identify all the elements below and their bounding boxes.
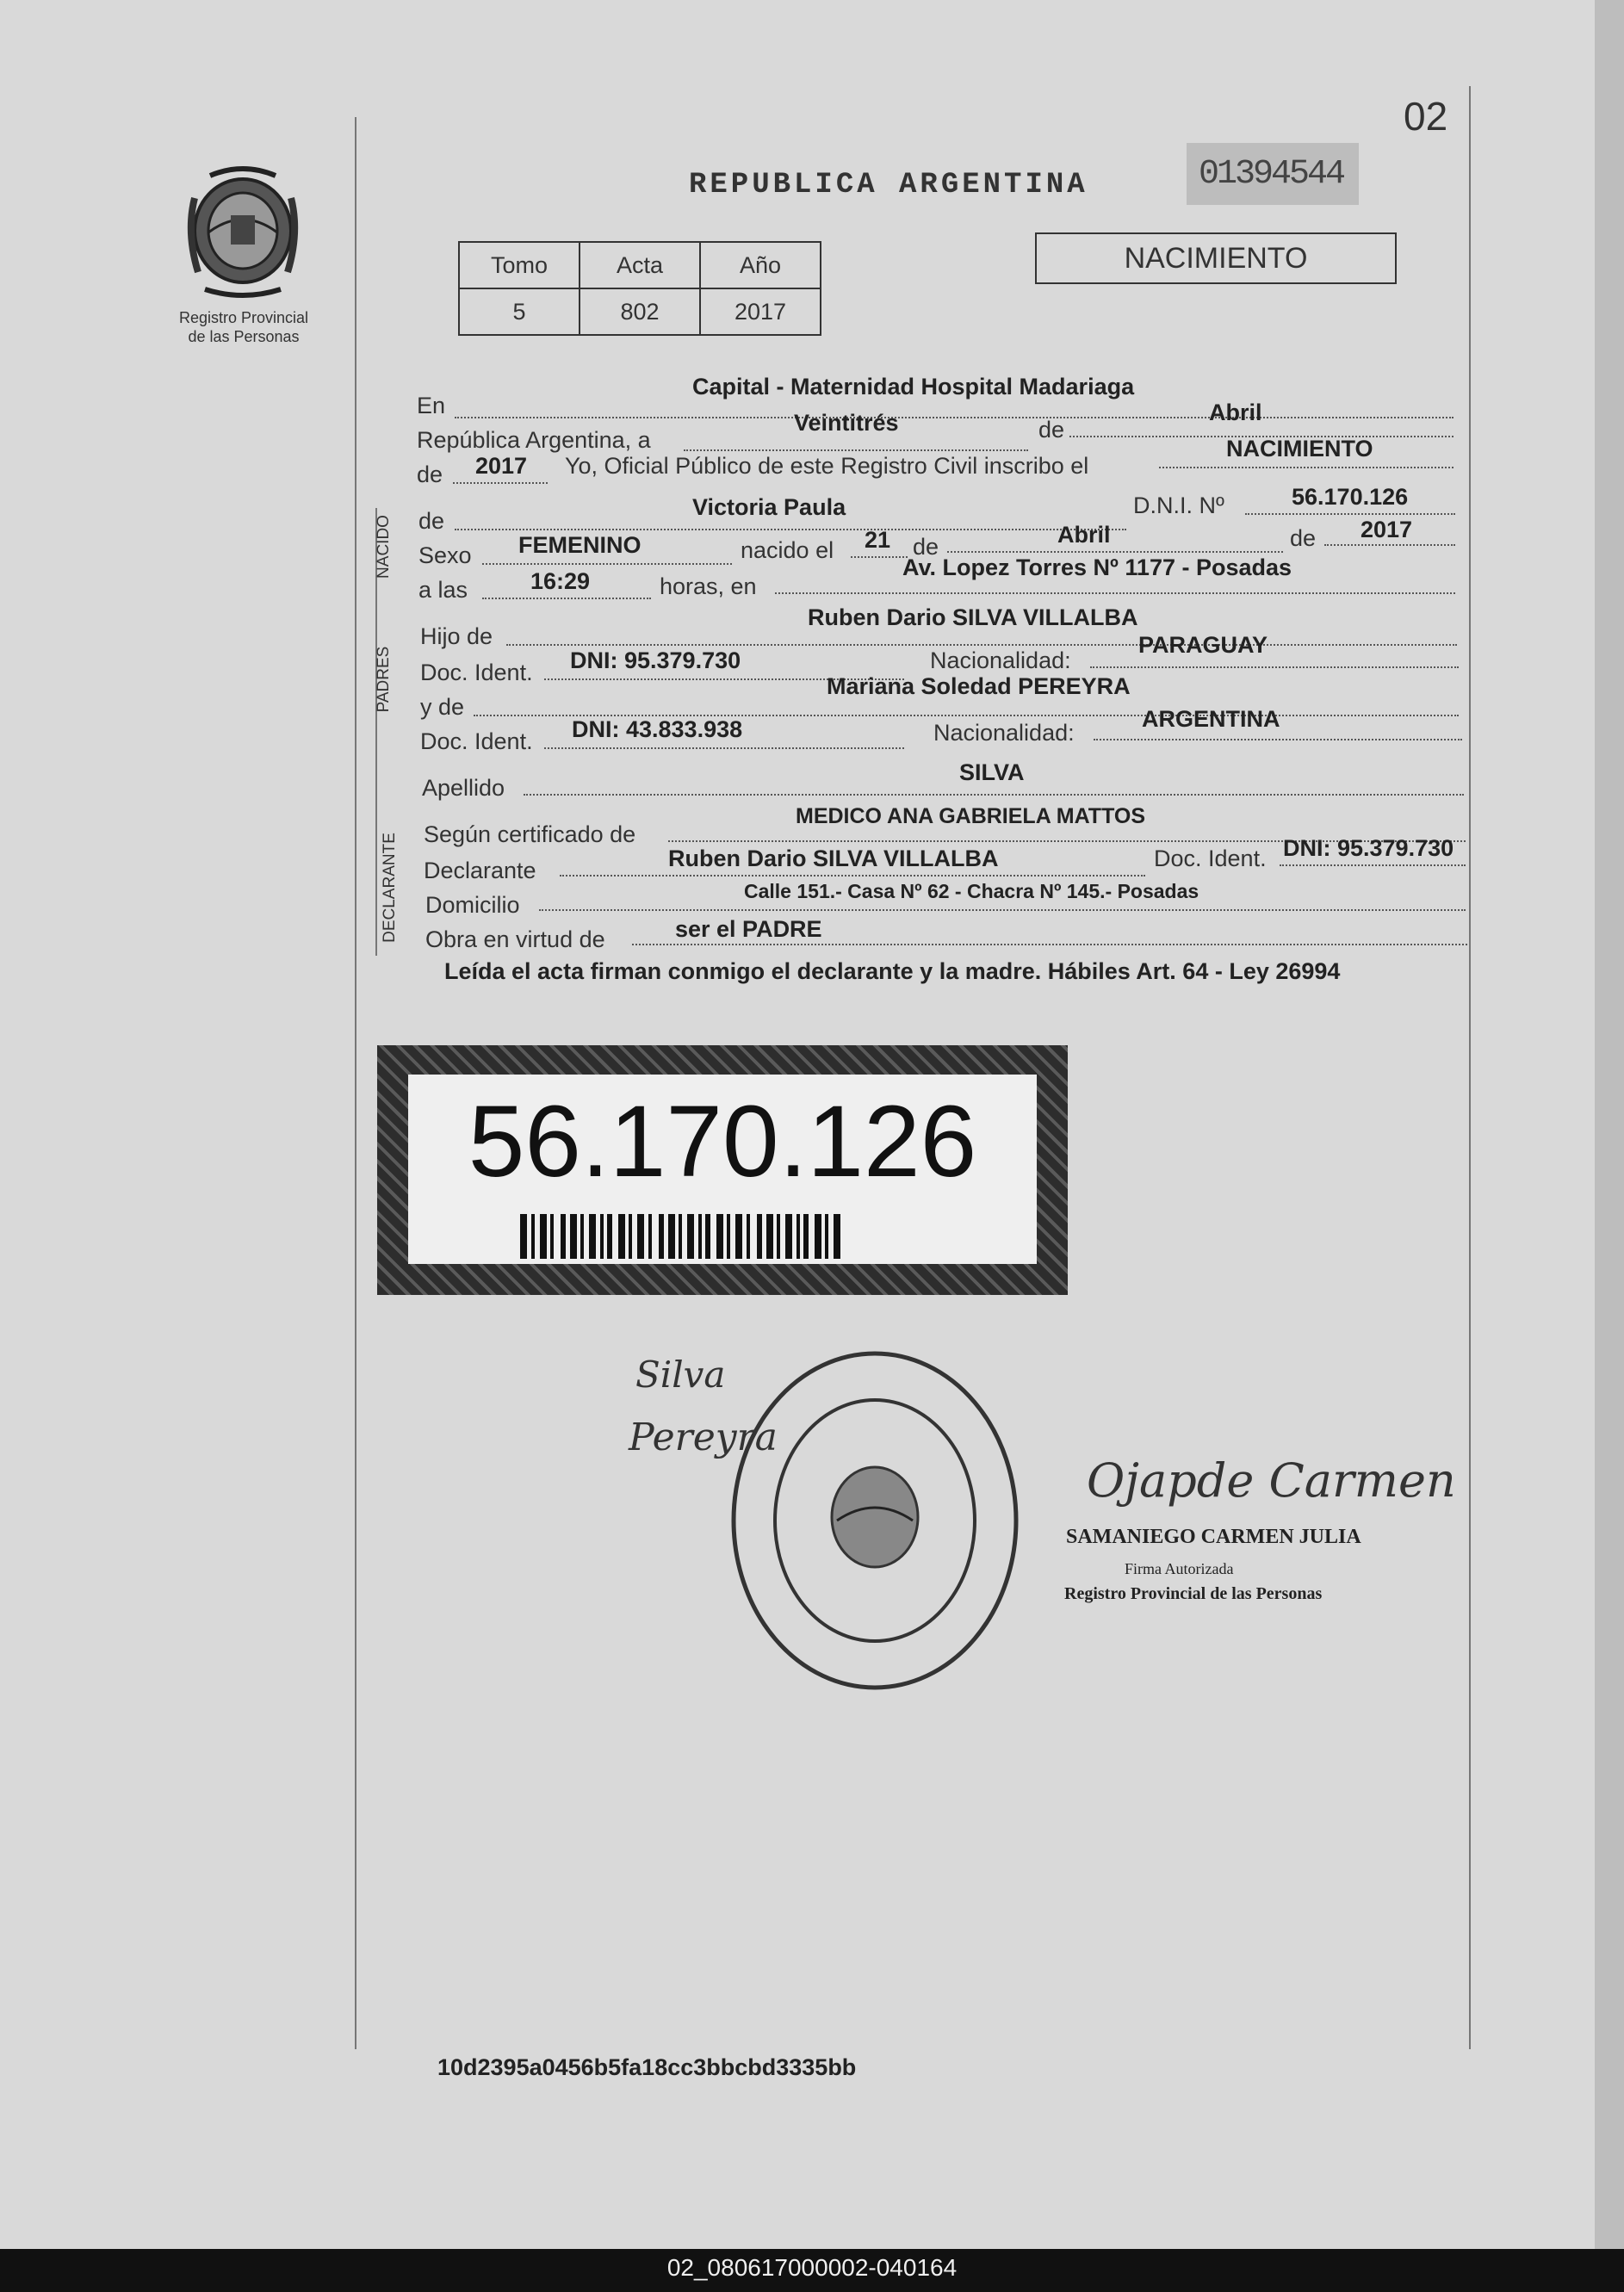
value-child-dni: 56.170.126 [1292, 484, 1409, 510]
dotted-line [453, 482, 548, 484]
official-stamp [728, 1348, 1021, 1693]
dotted-line [455, 529, 1126, 530]
value-day-words: Veintitrés [794, 410, 899, 436]
label-nationality: Nacionalidad: [933, 720, 1075, 746]
value-mother-nationality: ARGENTINA [1142, 706, 1280, 732]
left-margin-line [355, 117, 356, 2049]
table-header: Año [700, 242, 821, 288]
value-reason: ser el PADRE [675, 916, 822, 942]
table-cell: 2017 [700, 288, 821, 335]
dotted-line [1280, 864, 1466, 866]
id-window [408, 1075, 1037, 1264]
dotted-line [482, 563, 732, 565]
value-surname: SILVA [959, 759, 1025, 785]
dotted-line [1324, 544, 1455, 546]
serial-number: 01394544 [1199, 155, 1344, 194]
official-registry: Registro Provincial de las Personas [1064, 1584, 1323, 1603]
dotted-line [1159, 467, 1454, 468]
value-birth-day: 21 [865, 527, 891, 553]
value-certifier: MEDICO ANA GABRIELA MATTOS [796, 804, 1146, 828]
label-doc-ident: Doc. Ident. [420, 728, 533, 754]
right-margin-line [1469, 86, 1471, 2049]
label-dni: D.N.I. Nº [1133, 492, 1224, 518]
label-de: de [913, 534, 939, 560]
label-de: de [1038, 417, 1065, 443]
label-born-on: nacido el [741, 537, 834, 563]
dotted-line [482, 598, 651, 599]
dotted-line [1094, 739, 1462, 740]
section-label-padres: PADRES [375, 646, 393, 713]
dotted-line [775, 592, 1455, 594]
barcode [520, 1214, 840, 1259]
signature-mother: Pereyra [629, 1415, 778, 1459]
value-birth-year: 2017 [1361, 517, 1413, 542]
label-doc-ident-declarant: Doc. Ident. [1154, 846, 1267, 871]
label-hours-in: horas, en [660, 573, 757, 599]
file-name: 02_080617000002-040164 [666, 2254, 958, 2281]
official-role: Firma Autorizada [1125, 1560, 1234, 1577]
dotted-line [455, 417, 1454, 418]
document-hash: 10d2395a0456b5fa18cc3bbcbd3335bb [437, 2054, 857, 2080]
table-header: Tomo [459, 242, 580, 288]
signature-father: Silva [635, 1354, 726, 1396]
label-de: de [417, 461, 443, 487]
value-child-name: Victoria Paula [692, 494, 846, 520]
label-declarant: Declarante [424, 858, 536, 883]
dotted-line [539, 909, 1466, 911]
value-birth-time: 16:29 [530, 568, 591, 594]
section-label-nacido: NACIDO [375, 515, 393, 579]
dotted-line [544, 747, 904, 749]
closing-note: Leída el acta firman conmigo el declarante y la madre. Hábiles Art. 64 - Ley 26994 [444, 958, 1341, 984]
section-label-declarante: DECLARANTE [381, 833, 399, 943]
dotted-line [851, 556, 908, 558]
registry-line-1: Registro Provincial [178, 309, 309, 326]
value-place: Capital - Maternidad Hospital Madariaga [692, 374, 1135, 400]
dotted-line [1090, 666, 1459, 668]
registry-line-2: de las Personas [188, 328, 300, 345]
label-by-virtue: Obra en virtud de [425, 926, 605, 952]
value-year: 2017 [475, 453, 528, 479]
dotted-line [632, 944, 1467, 945]
signature-official: Ojapde Carmen [1087, 1453, 1456, 1508]
dotted-line [684, 449, 1028, 451]
page-edge [1595, 0, 1624, 2249]
document-title: REPUBLICA ARGENTINA [689, 169, 1088, 201]
label-republica: República Argentina, a [417, 427, 651, 453]
table-cell: 802 [580, 288, 700, 335]
record-reference-table [458, 241, 821, 336]
dotted-line [1245, 513, 1455, 515]
table-header: Acta [580, 242, 700, 288]
label-address: Domicilio [425, 892, 520, 918]
id-number-card [377, 1045, 1068, 1295]
dotted-line [524, 794, 1464, 796]
id-number: 56.170.126 [468, 1085, 977, 1199]
label-at: a las [418, 577, 468, 603]
value-sex: FEMENINO [518, 532, 642, 558]
value-birth-address: Av. Lopez Torres Nº 1177 - Posadas [902, 554, 1292, 580]
label-and-of: y de [420, 694, 465, 720]
label-doc-ident: Doc. Ident. [420, 660, 533, 685]
registry-name [162, 308, 325, 346]
value-month: Abril [1209, 400, 1262, 425]
value-record-type: NACIMIENTO [1226, 436, 1373, 461]
value-father-name: Ruben Dario SILVA VILLALBA [808, 604, 1138, 630]
label-en: En [417, 393, 446, 418]
value-father-nationality: PARAGUAY [1138, 632, 1268, 658]
table-cell: 5 [459, 288, 580, 335]
value-father-doc: DNI: 95.379.730 [570, 647, 741, 673]
record-type-box: NACIMIENTO [1035, 232, 1397, 284]
value-declarant-address: Calle 151.- Casa Nº 62 - Chacra Nº 145.- Posadas [744, 880, 1199, 902]
label-child-of: Hijo de [420, 623, 493, 649]
value-declarant-doc: DNI: 95.379.730 [1283, 835, 1454, 861]
value-birth-month: Abril [1057, 522, 1111, 548]
official-name: SAMANIEGO CARMEN JULIA [1066, 1526, 1361, 1548]
value-mother-name: Mariana Soledad PEREYRA [827, 673, 1131, 699]
dotted-line [947, 551, 1283, 553]
label-certificate: Según certificado de [424, 821, 636, 847]
label-surname: Apellido [422, 775, 505, 801]
province-seal-icon [179, 164, 307, 301]
dotted-line [506, 644, 1457, 646]
label-nationality: Nacionalidad: [930, 647, 1071, 673]
value-declarant-name: Ruben Dario SILVA VILLALBA [668, 846, 999, 871]
label-sex: Sexo [418, 542, 472, 568]
label-de: de [1290, 525, 1317, 551]
label-registrar: Yo, Oficial Público de este Registro Civil inscribo el [565, 453, 1089, 479]
dotted-line [560, 875, 1145, 877]
label-de: de [418, 508, 445, 534]
page-number: 02 [1404, 94, 1448, 139]
value-mother-doc: DNI: 43.833.938 [572, 716, 743, 742]
